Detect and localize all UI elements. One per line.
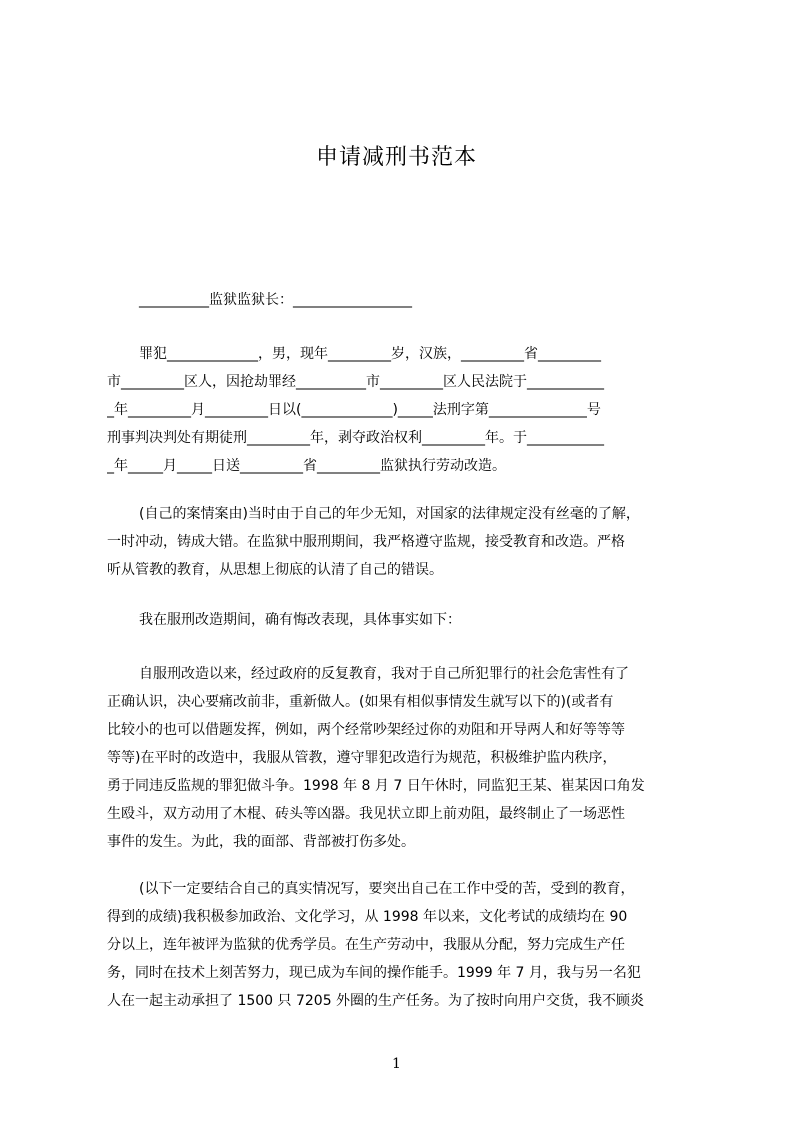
text-line: 我在服刑改造期间，确有悔改表现，具体事实如下： bbox=[139, 612, 461, 628]
paragraph-study-work bbox=[107, 875, 703, 1015]
text-line: 一时冲动，铸成大错。在监狱中服刑期间，我严格遵守监规，接受教育和改造。严格 bbox=[107, 534, 625, 550]
text-line: 得到的成绩)我积极参加政治、文化学习，从 1998 年以来，文化考试的成绩均在 90 bbox=[107, 909, 628, 925]
page-number: 1 bbox=[392, 1056, 401, 1072]
document-title: 申请减刑书范本 bbox=[315, 145, 477, 170]
salutation bbox=[107, 286, 703, 314]
text-line: 等等)在平时的改造中，我服从管教，遵守罪犯改造行为规范，积极维护监内秩序， bbox=[107, 750, 617, 766]
text-line: 分以上，连年被评为监狱的优秀学员。在生产劳动中，我服从分配，努力完成生产任 bbox=[107, 937, 625, 953]
paragraph-personal-info bbox=[107, 340, 703, 480]
text-line: (自己的案情案由)当时由于自己的年少无知，对国家的法律规定没有丝毫的了解， bbox=[139, 506, 640, 522]
text-line: 人在一起主动承担了 1500 只 7205 外圈的生产任务。为了按时向用户交货，我不顾炎 bbox=[107, 993, 645, 1009]
text-line: 市_________区人，因抢劫罪经__________市_________区人民法院于___________ bbox=[107, 374, 604, 390]
paragraph-case-reason bbox=[107, 500, 703, 584]
text-line: 勇于同违反监规的罪犯做斗争。1998 年 8 月 7 日午休时，同监犯王某、崔某因口角发 bbox=[107, 778, 645, 794]
text-line: 生殴斗，双方动用了木棍、砖头等凶器。我见状立即上前劝阻，最终制止了一场恶性 bbox=[107, 806, 625, 822]
text-line: 事件的发生。为此，我的面部、背部被打伤多处。 bbox=[107, 834, 415, 850]
text-line: 比较小的也可以借题发挥，例如，两个经常吵架经过你的劝阻和开导两人和好等等等 bbox=[107, 722, 625, 738]
text-line: (以下一定要结合自己的真实情况写，要突出自己在工作中受的苦，受到的教育， bbox=[139, 881, 635, 897]
text-line: 刑事判决判处有期徒刑_________年，剥夺政治权利_________年。于___________ bbox=[107, 430, 604, 446]
paragraph-reform-conduct bbox=[107, 660, 703, 856]
salutation-line: __________监狱监狱长：_________________ bbox=[139, 292, 412, 308]
text-line: 听从管教的教育，从思想上彻底的认清了自己的错误。 bbox=[107, 562, 443, 578]
text-line: 正确认识，决心要痛改前非，重新做人。(如果有相似事情发生就写以下的)(或者有 bbox=[107, 694, 614, 710]
text-line: _年_____月_____日送_________省_________监狱执行劳动改造。 bbox=[107, 458, 506, 474]
text-line: _年_________月_________日以(_____________)_____法刑字第______________号 bbox=[107, 402, 601, 418]
text-line: 自服刑改造以来，经过政府的反复教育，我对于自己所犯罪行的社会危害性有了 bbox=[139, 666, 629, 682]
paragraph-intro-facts bbox=[107, 606, 703, 634]
text-line: 罪犯_____________，男，现年_________岁，汉族，_________省_________ bbox=[139, 346, 601, 362]
text-line: 务，同时在技术上刻苦努力，现已成为车间的操作能手。1999 年 7 月，我与另一名犯 bbox=[107, 965, 641, 981]
